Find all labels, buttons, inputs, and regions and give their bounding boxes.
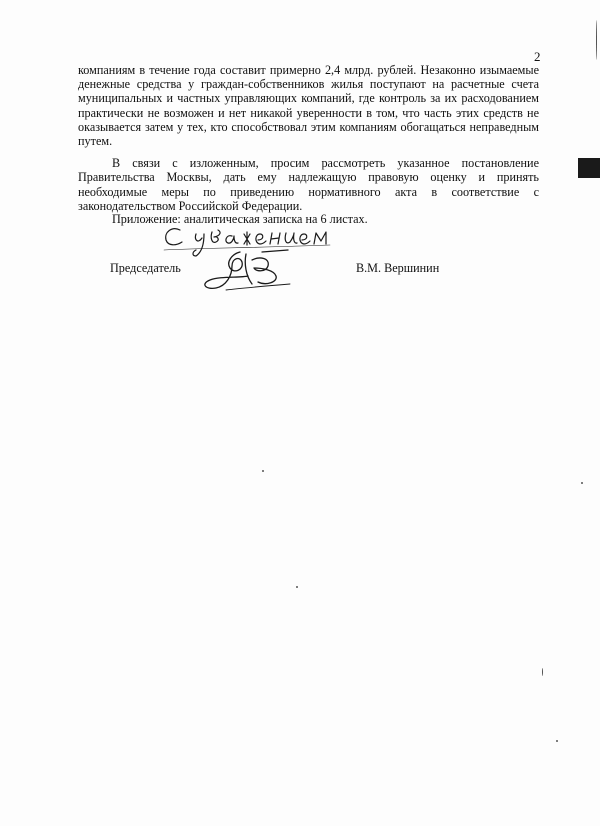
letter-body [78,63,539,213]
signature [196,246,296,296]
signatory-name: В.М. Вершинин [356,261,440,275]
scan-speck [581,482,583,484]
body-paragraph-1: компаниям в течение года составит примерно 2,4 млрд. рублей. Незаконно изымаемые денежные средства у граждан-собственников жилья поступают на расчетные счета муниципальных и частных управляющих компаний, где контроль за их расходованием практически не возможен и нет никакой уверенности в том, что часть этих средств не оказывается затем у тех, кто способствовал этим компаниям обогащаться неправедным путем. [78,63,539,149]
scan-edge-mark [578,158,600,178]
scan-speck [542,668,543,676]
scan-speck [596,20,597,60]
signatory-position: Председатель [110,261,181,275]
body-paragraph-2: В связи с изложенным, просим рассмотреть указанное постановление Правительства Москвы, дать ему надлежащую правовую оценку и принять необходимые меры по приведению нормативного акта в соответствие с законодательством Российской Федерации. [78,156,539,213]
scan-speck [262,470,264,472]
scan-speck [296,586,298,588]
scan-speck [556,740,558,742]
appendix-note: Приложение: аналитическая записка на 6 листах. [112,212,368,226]
page-number: 2 [534,49,541,64]
